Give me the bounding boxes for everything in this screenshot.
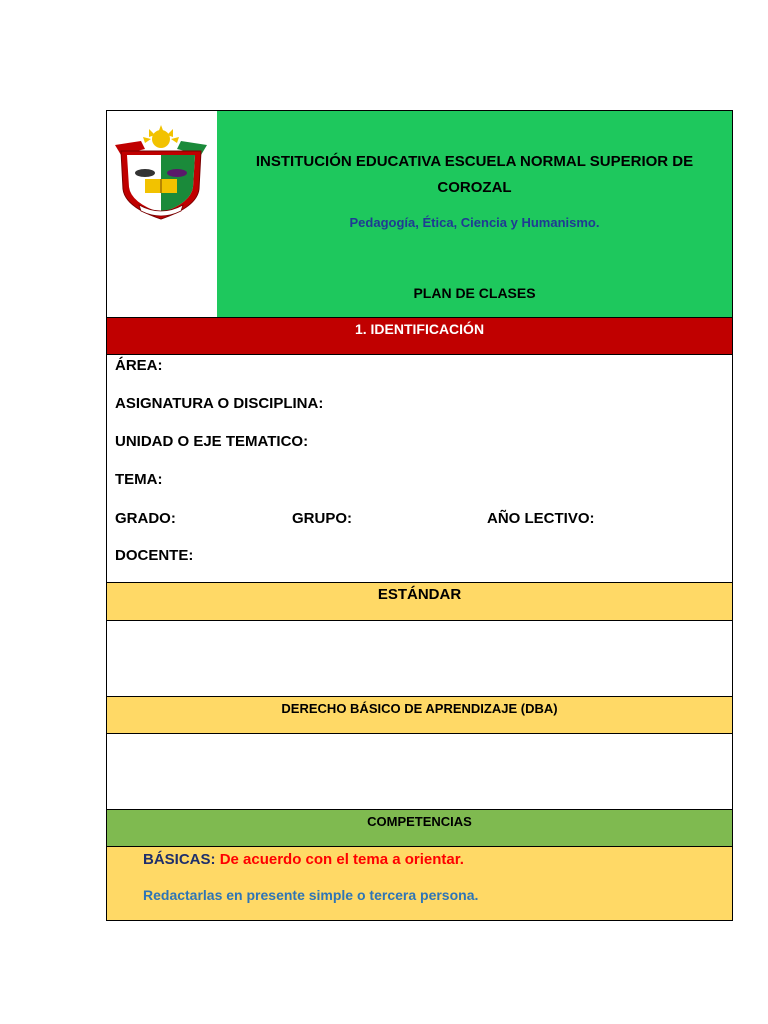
competencias-header: COMPETENCIAS — [107, 810, 732, 847]
logo-cell — [107, 111, 218, 317]
grupo-label: GRUPO: — [292, 510, 352, 527]
asignatura-label: ASIGNATURA O DISCIPLINA: — [115, 395, 324, 412]
lesson-plan-form — [106, 110, 733, 921]
competencias-body — [107, 847, 732, 920]
basicas-text: De acuerdo con el tema a orientar. — [219, 851, 464, 868]
tema-label: TEMA: — [115, 471, 163, 488]
area-label: ÁREA: — [115, 357, 163, 374]
estandar-header: ESTÁNDAR — [107, 583, 732, 621]
identification-body — [107, 355, 732, 583]
ano-lectivo-label: AÑO LECTIVO: — [487, 510, 595, 527]
institution-name: INSTITUCIÓN EDUCATIVA ESCUELA NORMAL SUPERIOR DE COROZAL — [255, 153, 694, 196]
institution-motto: Pedagogía, Ética, Ciencia y Humanismo. — [349, 215, 600, 230]
estandar-content[interactable] — [107, 621, 732, 697]
docente-label: DOCENTE: — [115, 547, 194, 564]
dba-content[interactable] — [107, 734, 732, 810]
redact-note: Redactarlas en presente simple o tercera persona. — [143, 887, 479, 903]
basicas-label: BÁSICAS: — [143, 851, 216, 868]
form-header — [107, 111, 732, 318]
document-title: PLAN DE CLASES — [413, 285, 536, 301]
school-crest-icon — [111, 125, 211, 225]
identification-header: 1. IDENTIFICACIÓN — [107, 318, 732, 355]
title-cell — [217, 111, 732, 317]
grado-label: GRADO: — [115, 510, 176, 527]
dba-header: DERECHO BÁSICO DE APRENDIZAJE (DBA) — [107, 697, 732, 734]
unidad-label: UNIDAD O EJE TEMATICO: — [115, 433, 309, 450]
basicas-line — [143, 851, 464, 868]
